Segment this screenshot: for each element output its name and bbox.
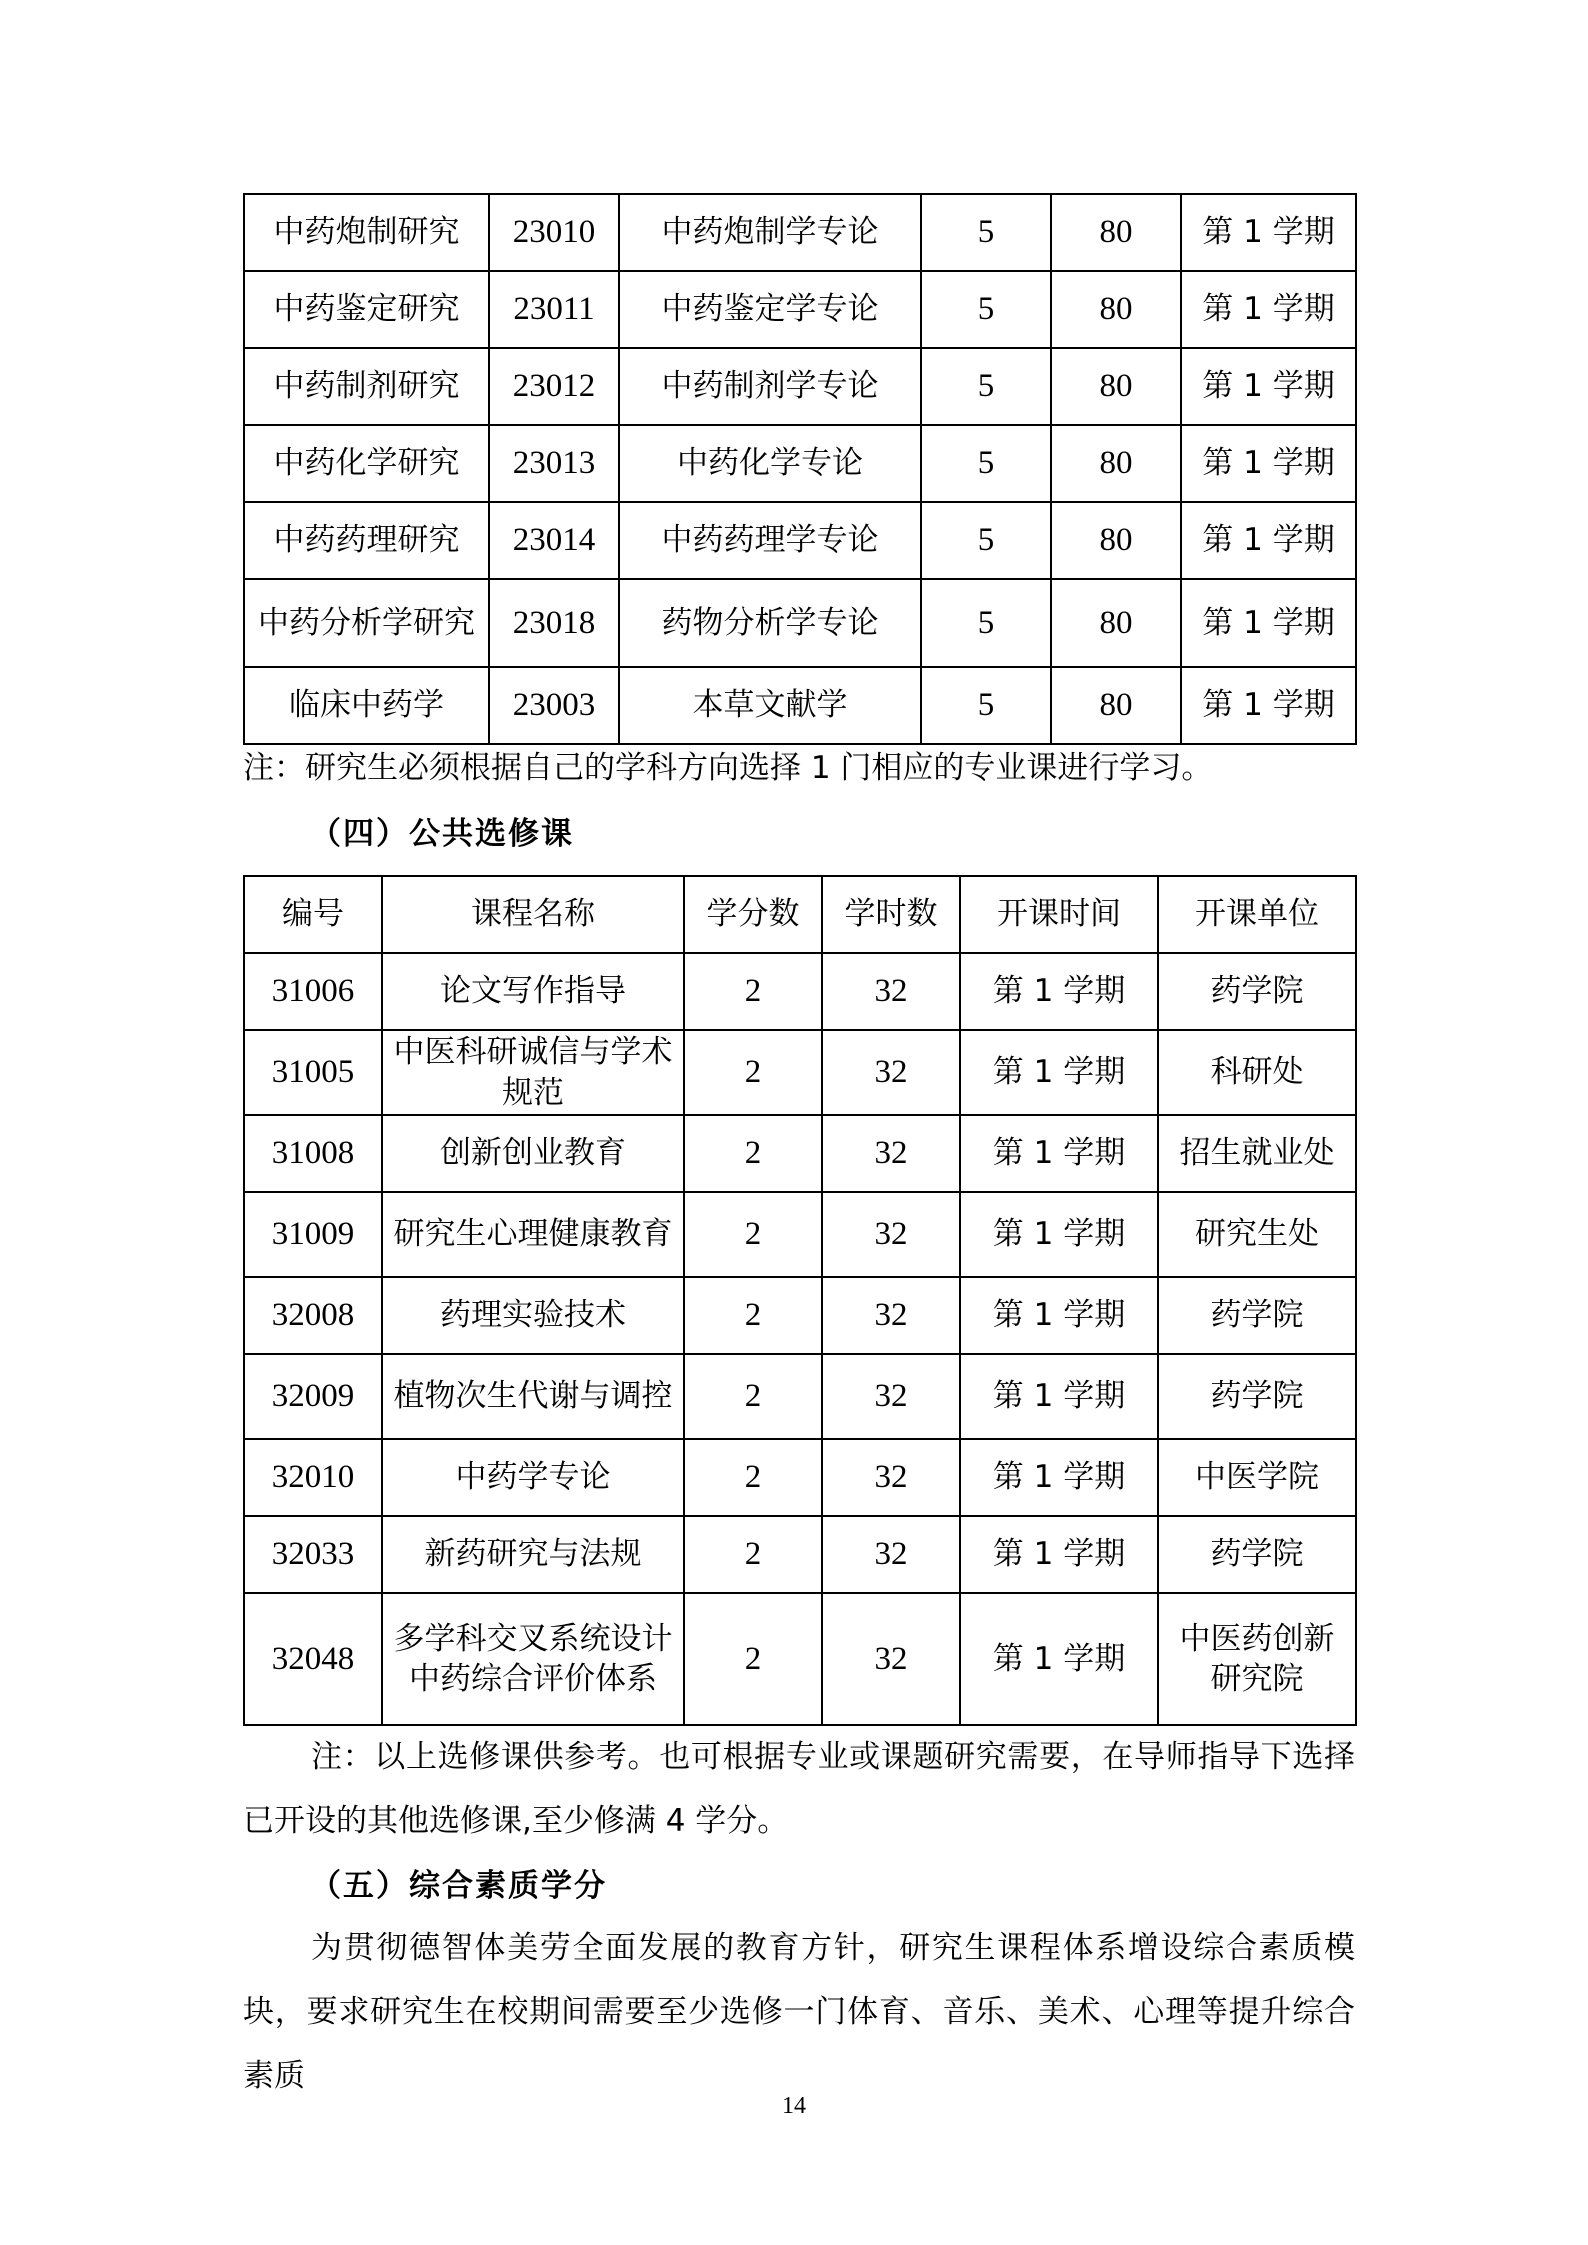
table-row [244,667,1356,744]
table-cell: 本草文献学 [619,667,921,744]
table-cell: 32 [822,1030,960,1115]
table-cell: 31009 [244,1192,382,1277]
specialty-course-table [243,193,1357,745]
column-header: 编号 [244,876,382,953]
table-cell: 药学院 [1158,1354,1356,1439]
table-cell: 第 1 学期 [1181,194,1356,271]
table-cell: 2 [684,1354,822,1439]
table-cell: 中药分析学研究 [244,579,489,667]
table-cell: 药学院 [1158,953,1356,1030]
elective-course-table [243,875,1357,1726]
table-cell: 论文写作指导 [382,953,684,1030]
table-cell: 第 1 学期 [1181,667,1356,744]
table-cell: 中药化学专论 [619,425,921,502]
table-cell: 植物次生代谢与调控 [382,1354,684,1439]
table-cell: 80 [1051,425,1181,502]
table-row [244,1115,1356,1192]
table-cell: 23013 [489,425,619,502]
table-cell: 中药制剂研究 [244,348,489,425]
table-row [244,271,1356,348]
table-cell: 第 1 学期 [960,1354,1158,1439]
table-cell: 23003 [489,667,619,744]
table-row [244,348,1356,425]
table-cell: 第 1 学期 [1181,425,1356,502]
table-cell: 第 1 学期 [960,1516,1158,1593]
column-header: 开课时间 [960,876,1158,953]
table-cell: 80 [1051,579,1181,667]
table-row [244,579,1356,667]
quality-paragraph-text: 为贯彻德智体美劳全面发展的教育方针，研究生课程体系增设综合素质模块，要求研究生在校期间需要至少选修一门体育、音乐、美术、心理等提升综合素质 [243,1930,1355,2094]
page-number: 14 [782,2093,806,2119]
table-cell: 研究生心理健康教育 [382,1192,684,1277]
table-cell: 中药鉴定学专论 [619,271,921,348]
table-cell: 32008 [244,1277,382,1354]
table-row [244,1439,1356,1516]
table-cell: 第 1 学期 [960,1030,1158,1115]
table-cell: 中药炮制学专论 [619,194,921,271]
table-cell: 32033 [244,1516,382,1593]
table-cell: 32 [822,953,960,1030]
section-5-title: （五）综合素质学分 [310,1868,607,1904]
table-cell: 中药药理研究 [244,502,489,579]
table-cell: 第 1 学期 [960,1115,1158,1192]
table-cell: 中医学院 [1158,1439,1356,1516]
table-row [244,194,1356,271]
table-cell: 2 [684,1516,822,1593]
table-cell: 32009 [244,1354,382,1439]
table-row [244,502,1356,579]
table-cell: 第 1 学期 [1181,348,1356,425]
table-cell: 23011 [489,271,619,348]
table-row [244,1030,1356,1115]
table-cell: 2 [684,1115,822,1192]
table-cell: 中药药理学专论 [619,502,921,579]
table-cell: 32 [822,1115,960,1192]
table-row [244,1516,1356,1593]
column-header: 开课单位 [1158,876,1356,953]
table-cell: 5 [921,194,1051,271]
note-elective-text: 注：以上选修课供参考。也可根据专业或课题研究需要，在导师指导下选择已开设的其他选修课,至少修满 4 学分。 [243,1739,1355,1839]
table-cell: 31006 [244,953,382,1030]
table-cell: 临床中药学 [244,667,489,744]
table-cell: 中医科研诚信与学术规范 [382,1030,684,1115]
table-cell: 新药研究与法规 [382,1516,684,1593]
table-cell: 5 [921,271,1051,348]
table-cell: 5 [921,425,1051,502]
table-cell: 多学科交叉系统设计中药综合评价体系 [382,1593,684,1725]
section-4-title: （四）公共选修课 [310,816,574,852]
table-cell: 23014 [489,502,619,579]
table-cell: 5 [921,502,1051,579]
table-cell: 中药鉴定研究 [244,271,489,348]
table-cell: 32 [822,1354,960,1439]
table-cell: 第 1 学期 [960,1439,1158,1516]
column-header: 学时数 [822,876,960,953]
table-cell: 研究生处 [1158,1192,1356,1277]
table-cell: 80 [1051,502,1181,579]
table-cell: 80 [1051,271,1181,348]
table-cell: 32 [822,1192,960,1277]
table-cell: 2 [684,1277,822,1354]
table-cell: 5 [921,348,1051,425]
table-cell: 中医药创新研究院 [1158,1593,1356,1725]
table-cell: 第 1 学期 [1181,502,1356,579]
table-cell: 药学院 [1158,1516,1356,1593]
table-cell: 中药学专论 [382,1439,684,1516]
table-cell: 80 [1051,348,1181,425]
table-cell: 第 1 学期 [960,1192,1158,1277]
table-cell: 2 [684,1030,822,1115]
table-header-row [244,876,1356,953]
table-cell: 第 1 学期 [960,953,1158,1030]
table-cell: 80 [1051,667,1181,744]
column-header: 课程名称 [382,876,684,953]
note-elective [243,1725,1355,1853]
table-cell: 药理实验技术 [382,1277,684,1354]
table-cell: 2 [684,1593,822,1725]
table-cell: 科研处 [1158,1030,1356,1115]
table-cell: 32 [822,1593,960,1725]
table-cell: 中药制剂学专论 [619,348,921,425]
table-cell: 2 [684,1192,822,1277]
table-cell: 第 1 学期 [960,1277,1158,1354]
note-specialty: 注：研究生必须根据自己的学科方向选择 1 门相应的专业课进行学习。 [243,750,1213,786]
table-row [244,953,1356,1030]
table-cell: 32 [822,1439,960,1516]
table-cell: 32 [822,1516,960,1593]
table-cell: 2 [684,953,822,1030]
table-cell: 第 1 学期 [960,1593,1158,1725]
table-cell: 5 [921,579,1051,667]
quality-paragraph [243,1916,1355,2108]
table-cell: 创新创业教育 [382,1115,684,1192]
table-cell: 23012 [489,348,619,425]
table-cell: 药物分析学专论 [619,579,921,667]
table-cell: 32048 [244,1593,382,1725]
table-cell: 31008 [244,1115,382,1192]
table-cell: 药学院 [1158,1277,1356,1354]
table-cell: 第 1 学期 [1181,579,1356,667]
table-row [244,1354,1356,1439]
table-row [244,1593,1356,1725]
table-cell: 招生就业处 [1158,1115,1356,1192]
table-cell: 5 [921,667,1051,744]
table-row [244,425,1356,502]
table-cell: 32010 [244,1439,382,1516]
table-cell: 23018 [489,579,619,667]
table-cell: 32 [822,1277,960,1354]
table-cell: 第 1 学期 [1181,271,1356,348]
table-cell: 中药化学研究 [244,425,489,502]
table-row [244,1192,1356,1277]
table-cell: 23010 [489,194,619,271]
column-header: 学分数 [684,876,822,953]
table-cell: 2 [684,1439,822,1516]
table-row [244,1277,1356,1354]
table-cell: 中药炮制研究 [244,194,489,271]
table-cell: 31005 [244,1030,382,1115]
table-cell: 80 [1051,194,1181,271]
